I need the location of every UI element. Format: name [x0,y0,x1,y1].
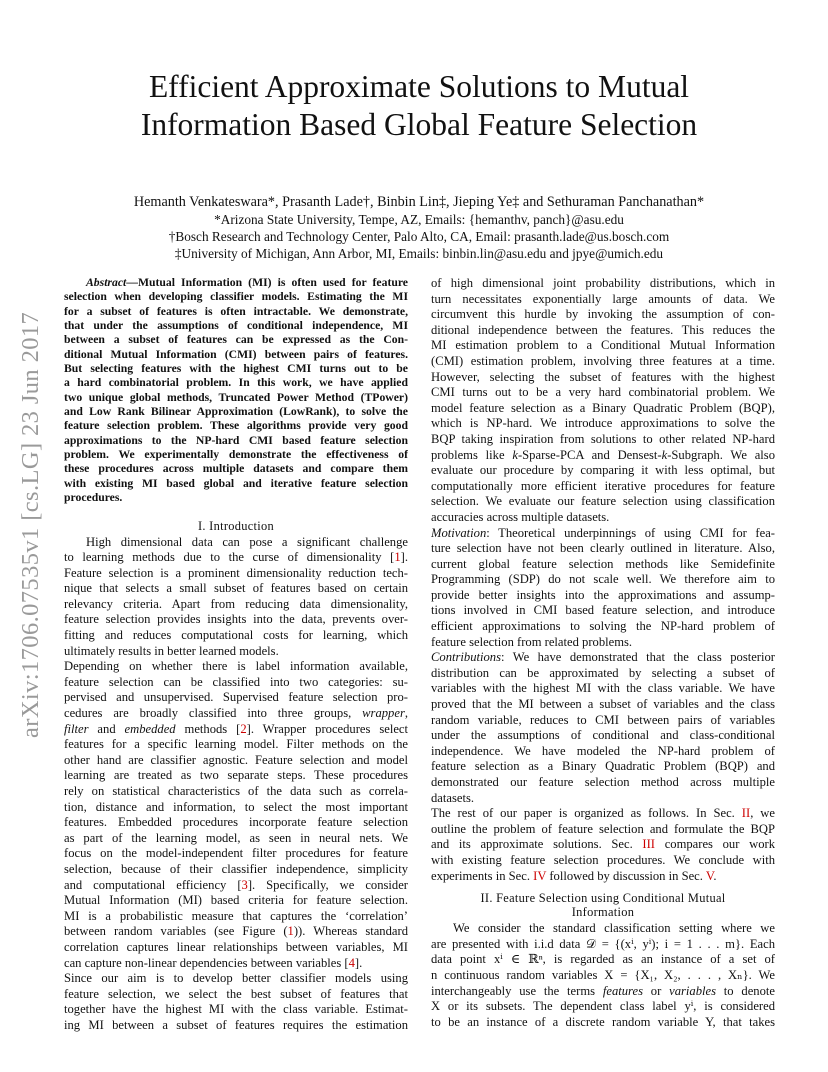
body-line: Programming (SDP) do not scale well. We therefore aim to [431,572,775,587]
abstract-line: a hard combinatorial problem. In this work, we have applied [64,376,408,390]
affiliation-1: *Arizona State University, Tempe, AZ, Emails: {hemanthv, panch}@asu.edu [214,212,624,227]
right-column [431,276,775,1030]
abstract-lead: Abstract [86,276,127,289]
citation-link[interactable]: 3 [241,877,248,892]
body-line: feature selection can be classified into two categories: su- [64,674,408,689]
body-line: of high dimensional joint probability distributions, which in [431,276,775,290]
abstract-line: problem. We experimentally demonstrate the effectiveness of [64,448,408,462]
abstract [64,276,408,506]
author-list: Hemanth Venkateswara*, Prasanth Lade†, Binbin Lin‡, Jieping Ye‡ and Sethuraman Panchanathan* [133,194,705,210]
affiliation-2: †Bosch Research and Technology Center, Palo Alto, CA, Email: prasanth.lade@us.bosch.com [168,229,670,244]
body-line: Mutual Information (MI) based criteria for feature selection. [64,893,408,908]
body-line: cedures are broadly classified into three groups, wrapper, [64,706,408,721]
body-line: can capture non-linear dependencies between variables [4]. [64,955,363,970]
body-line: feature selection provides insights into the data, prevents over- [64,612,408,627]
body-line: other hand are classifier agnostic. Feature selection and model [64,752,408,767]
body-line: with existing feature selection procedures. We conclude with [431,852,775,867]
body-line: ture selection have not been clearly outlined in literature. Also, [431,541,775,556]
body-line: relevancy criteria. Apart from reducing data dimensionality, [64,596,408,611]
body-line: feature selection, we select the best subset of features that [64,986,408,1001]
section-2-heading: II. Feature Selection using Conditional Mutual Information [480,891,726,920]
body-line: data point xⁱ ∈ ℝⁿ, is regarded as an instance of a set of [431,952,775,967]
body-line: MI estimation problem to a Conditional Mutual Information [431,338,775,353]
body-line: datasets. [431,790,475,805]
body-line: tions involved in CMI based feature selection, and introduce [431,603,775,618]
body-line: model feature selection as a Binary Quadratic Problem (BQP), [431,400,775,415]
body-line: filter and embedded methods [2]. Wrapper procedures select [64,721,408,736]
citation-link[interactable]: 1 [394,550,401,565]
body-line: between random variables (see Figure (1)). Whereas standard [64,924,408,939]
body-line: and its approximate solutions. Sec. III compares our work [431,837,775,852]
body-line: n continuous random variables X = {X₁, X₂, . . . , Xₙ}. We [431,967,775,982]
body-line: experiments in Sec. IV followed by discussion in Sec. V. [431,868,717,883]
body-line: outline the problem of feature selection and formulate the BQP [431,821,775,836]
body-line: selection. We evaluate our feature selection using classification [431,494,775,509]
body-line: ditional independence between the features. This reduces the [431,322,775,337]
abstract-line: ditional Mutual Information (CMI) between pairs of features. [64,347,408,361]
abstract-line: and Low Rank Bilinear Approximation (LowRank), to solve the [64,405,408,419]
abstract-line: for a subset of features is often intractable. We demonstrate, [64,304,408,318]
abstract-line: that under the assumptions of conditional independence, MI [64,319,408,333]
body-line: Since our aim is to develop better classifier models using [64,971,408,986]
body-line: as part of the learning model, as seen in neural nets. We [64,830,408,845]
body-line: distribution can be approximated by selecting a subset of [431,665,775,680]
section-1-body [64,535,408,1034]
body-line: fitting and reduces computational costs for learning, which [64,628,408,643]
affiliation-3: ‡University of Michigan, Ann Arbor, MI, Emails: binbin.lin@asu.edu and jpye@umich.edu [174,246,664,261]
body-line: turn necessitates exponentially large amounts of data. We [431,291,775,306]
body-line: demonstrated our feature selection method across multiple [431,775,775,789]
body-line: provide better insights into the approximations and assump- [431,587,775,602]
title-line-2: Information Based Global Feature Selection [140,107,698,142]
body-line: independence. We have modeled the NP-hard problem of [431,743,775,758]
body-line: rely on statistical characteristics of the data such as correla- [64,784,408,798]
body-line: correlation captures linear relationships between variables, MI [64,939,408,954]
body-line: ultimately results in better learned models. [64,643,279,658]
citation-link[interactable]: 2 [240,721,247,736]
body-line: features for a specific learning model. Filter methods on the [64,737,408,752]
body-line: BQP taking inspiration from solutions to other related NP-hard [431,431,775,446]
body-line: CMI turns out to be a very hard combinatorial problem. We [431,385,775,400]
title-line-1: Efficient Approximate Solutions to Mutual [148,69,690,104]
arxiv-id[interactable]: arXiv:1706.07535v1 [cs.LG] 23 Jun 2017 [17,311,44,738]
abstract-line: selection when developing classifier models. Estimating the MI [64,290,408,304]
body-line: accuracies across multiple datasets. [431,509,610,524]
abstract-line: Abstract—Mutual Information (MI) is often used for feature [86,276,408,289]
body-line: selection, because of their classifier independence, simplicity [64,861,408,876]
body-line: under the assumptions of conditional and class-conditional [431,728,775,743]
abstract-line: with existing MI based global and iterative feature selection [64,476,408,490]
body-line: nique that selects a small subset of features based on certain [64,581,408,596]
body-line: to be an instance of a discrete random variable Y, that takes [431,1014,775,1029]
figure-link[interactable]: 1 [287,924,294,939]
paper-title [60,68,778,144]
body-line: (CMI) estimation problem, involving three features at a time. [431,353,775,368]
body-line: focus on the model-independent filter procedures for feature [64,846,408,861]
body-line: interchangeably use the terms features or variables to denote [431,983,775,998]
section-2-body [431,921,775,1030]
section-link[interactable]: II [741,806,751,821]
body-line: Motivation: Theoretical underpinnings of using CMI for fea- [431,525,775,540]
body-line: which is NP-hard. We introduce approximations to solve the [431,416,775,431]
body-line: problems like k-Sparse-PCA and Densest-k-Subgraph. We also [431,447,775,462]
left-column [64,276,408,1034]
arxiv-sidebar-stamp [14,263,48,738]
body-line: X or its subsets. The dependent class label yⁱ, is considered [431,999,775,1014]
body-line: variables with the highest MI with the class variable. We have [431,681,775,696]
body-line: pervised and unsupervised. Supervised feature selection pro- [64,690,408,705]
citation-link[interactable]: 4 [348,955,355,970]
body-line: MI is a probabilistic measure that captures the ‘correlation’ [64,908,408,923]
section-link[interactable]: IV [533,868,547,883]
abstract-line: these procedures across multiple datasets and compare them [64,462,408,476]
abstract-line: feature selection problem. These algorithms provide very good [64,419,408,433]
body-line: We consider the standard classification setting where we [453,921,775,936]
body-line: evaluate our procedure by comparing it with less optimal, but [431,463,775,478]
body-line: Contributions: We have demonstrated that the class posterior [431,650,775,665]
section-link[interactable]: V [705,868,714,883]
body-line: features. Embedded procedures incorporate feature selection [64,815,408,830]
body-line: tion, distance and information, to select the most important [64,799,408,814]
abstract-line: procedures. [64,491,123,505]
body-line: to learning methods due to the curse of dimensionality [1]. [64,550,408,565]
body-line: together have the highest MI with the class variable. Estimat- [64,1002,408,1017]
body-line: proved that the MI between a subset of variables and the class [431,697,775,712]
body-line: current global feature selection methods like Semidefinite [431,556,775,571]
body-line: Feature selection is a prominent dimensionality reduction tech- [64,565,408,580]
body-line: However, selecting the subset of features with the highest [431,369,775,384]
body-line: High dimensional data can pose a significant challenge [86,534,408,549]
body-line: efficient approximations to solving the NP-hard problem of [431,619,775,634]
body-line: random variable, reduces to CMI between pairs of variables [431,712,775,727]
abstract-line: approximations to the NP-hard CMI based feature selection [64,433,408,447]
body-line: feature selection from related problems. [431,634,633,649]
body-line: The rest of our paper is organized as follows. In Sec. II, we [431,806,775,821]
body-line: ing MI between a subset of features requires the estimation [64,1017,408,1032]
section-link[interactable]: III [642,837,656,852]
body-line: circumvent this hurdle by invoking the assumption of con- [431,307,775,322]
abstract-line: two unique global methods, Truncated Power Method (TPower) [64,390,408,404]
section-1-heading: I. Introduction [197,518,275,533]
abstract-line: between a subset of features can be expressed as the Con- [64,333,408,347]
body-line: and computational efficiency [3]. Specifically, we consider [64,877,408,892]
abstract-line: But selecting features with the highest CMI turns out to be [64,362,408,376]
body-line: feature selection as a Binary Quadratic Problem (BQP) and [431,759,775,774]
body-line: are presented with i.i.d data 𝒟 = {(xⁱ, yⁱ); i = 1 . . . m}. Each [431,936,775,951]
body-line: learning are treated as two separate steps. These procedures [64,768,408,783]
body-line: Depending on whether there is label information available, [64,659,408,674]
body-line: computationally more efficient iterative procedures for feature [431,478,775,493]
